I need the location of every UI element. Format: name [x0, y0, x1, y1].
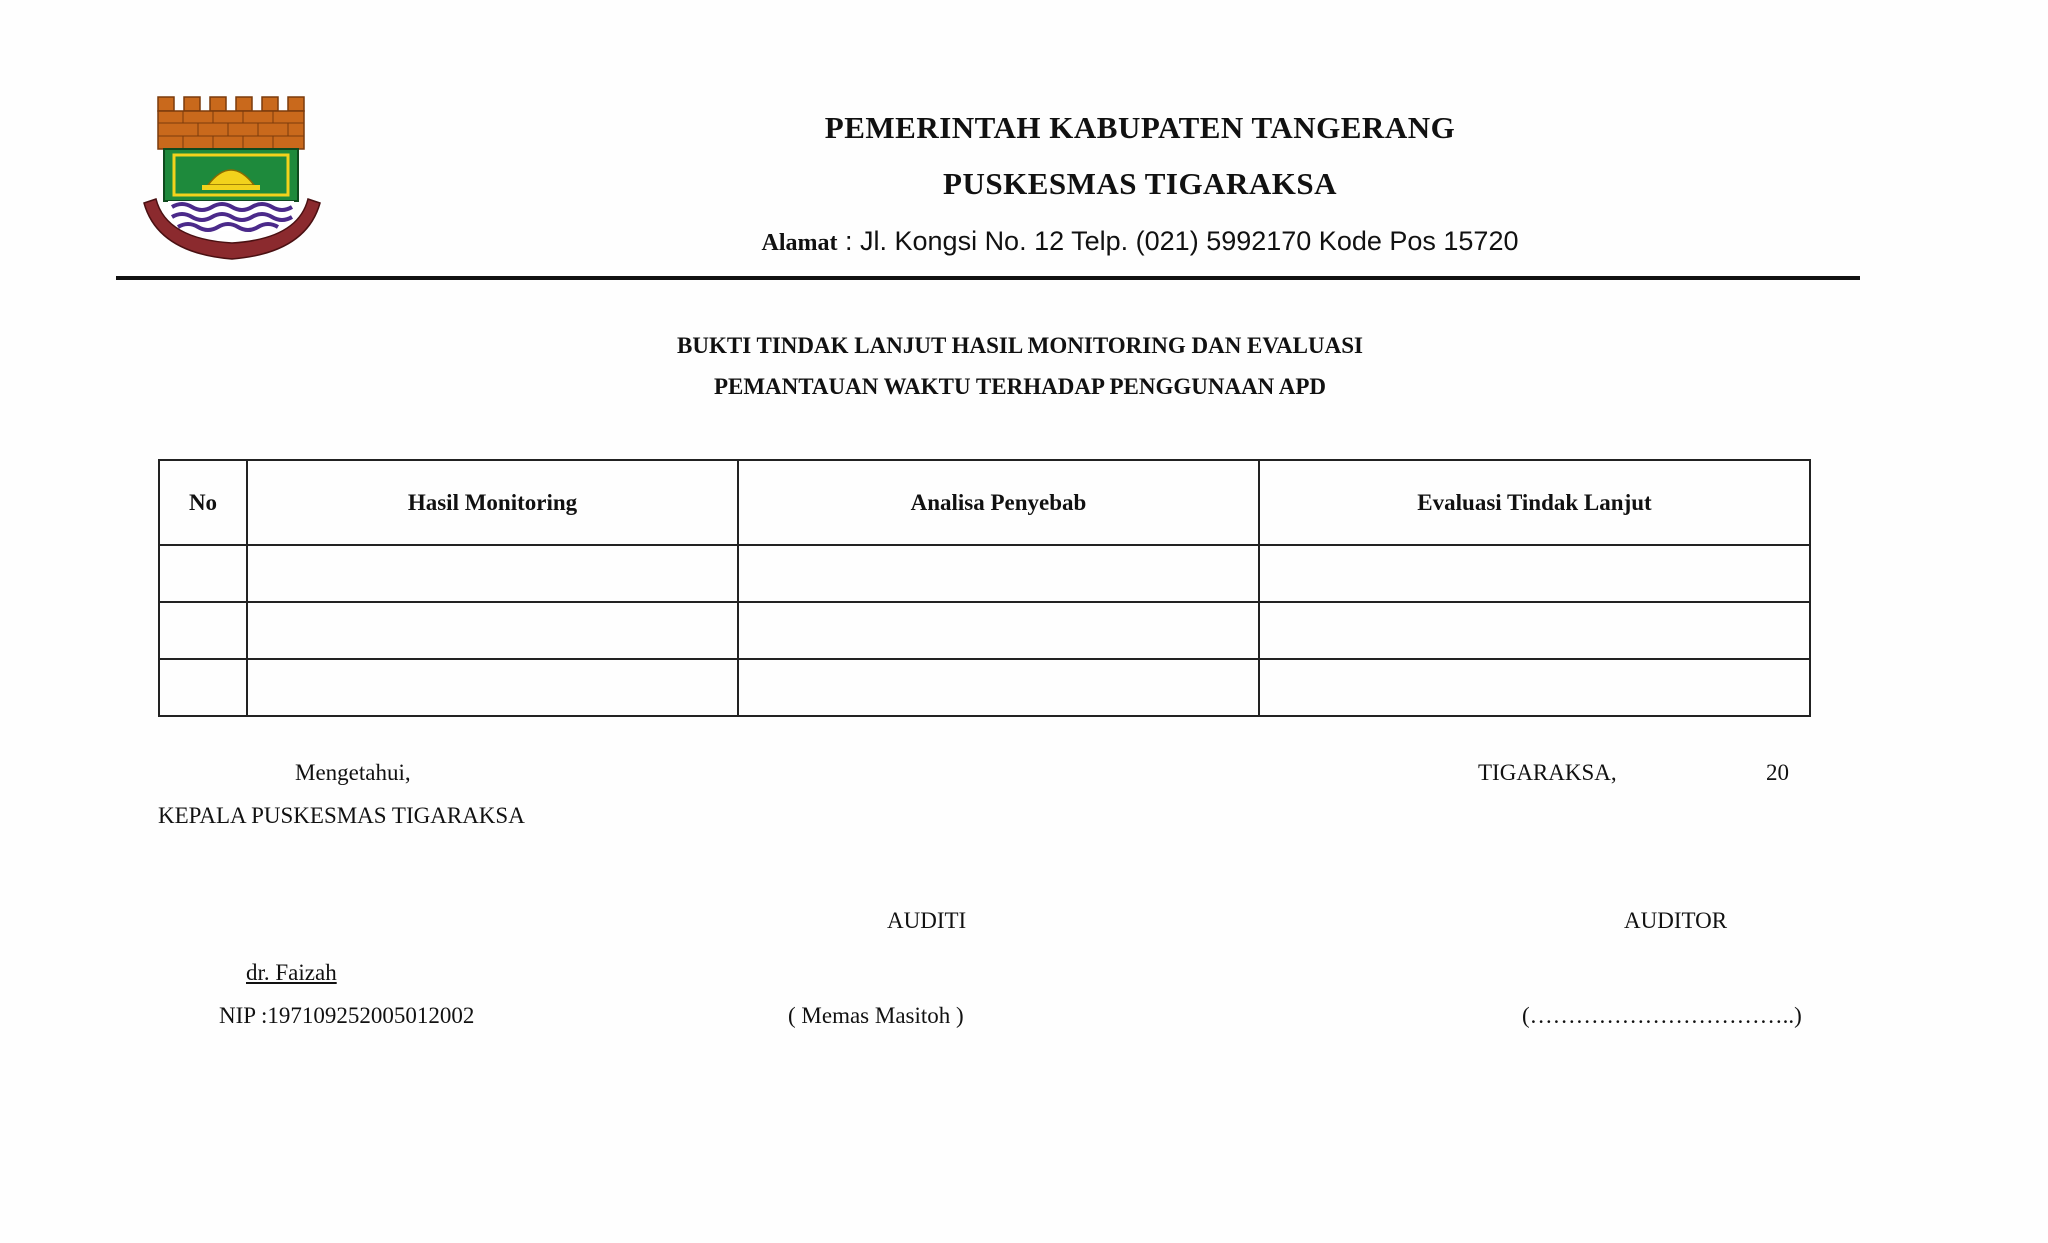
column-header-hasil-monitoring: Hasil Monitoring	[247, 460, 738, 545]
table-cell[interactable]	[159, 602, 247, 659]
signing-year: 20	[1766, 760, 1789, 785]
address-value: : Jl. Kongsi No. 12 Telp. (021) 5992170 Kode Pos 15720	[837, 226, 1519, 256]
table-cell[interactable]	[1259, 602, 1810, 659]
column-header-no: No	[159, 460, 247, 545]
table-row	[159, 602, 1810, 659]
kepala-name: dr. Faizah	[246, 960, 337, 985]
table-cell[interactable]	[247, 545, 738, 602]
table-cell[interactable]	[247, 602, 738, 659]
table-cell[interactable]	[738, 545, 1259, 602]
header-puskesmas-title: PUSKESMAS TIGARAKSA	[943, 166, 1337, 201]
header-divider	[116, 276, 1860, 280]
address-label: Alamat	[761, 230, 838, 256]
signing-city: TIGARAKSA,	[1478, 760, 1617, 785]
auditor-label: AUDITOR	[1624, 908, 1728, 933]
auditor-name-placeholder: (……………………………..)	[1522, 1003, 1802, 1028]
kabupaten-tangerang-logo	[138, 93, 326, 263]
table-cell[interactable]	[738, 659, 1259, 716]
kepala-nip: NIP :197109252005012002	[219, 1003, 475, 1028]
table-row	[159, 545, 1810, 602]
column-header-analisa-penyebab: Analisa Penyebab	[738, 460, 1259, 545]
table-cell[interactable]	[1259, 545, 1810, 602]
monitoring-table	[158, 459, 1811, 717]
auditi-label: AUDITI	[887, 908, 967, 933]
document-title-line2: PEMANTAUAN WAKTU TERHADAP PENGGUNAAN APD	[713, 374, 1327, 399]
column-header-evaluasi-tindak-lanjut: Evaluasi Tindak Lanjut	[1259, 460, 1810, 545]
header-address	[690, 226, 1590, 257]
header-government-title: PEMERINTAH KABUPATEN TANGERANG	[824, 110, 1456, 145]
document-title-line1: BUKTI TINDAK LANJUT HASIL MONITORING DAN EVALUASI	[677, 333, 1363, 358]
table-cell[interactable]	[247, 659, 738, 716]
table-cell[interactable]	[738, 602, 1259, 659]
table-row	[159, 659, 1810, 716]
table-header-row	[159, 460, 1810, 545]
table-cell[interactable]	[159, 659, 247, 716]
mengetahui-label: Mengetahui,	[295, 760, 411, 785]
kepala-puskesmas-label: KEPALA PUSKESMAS TIGARAKSA	[158, 803, 525, 828]
table-cell[interactable]	[159, 545, 247, 602]
auditi-name: ( Memas Masitoh )	[788, 1003, 964, 1028]
table-cell[interactable]	[1259, 659, 1810, 716]
